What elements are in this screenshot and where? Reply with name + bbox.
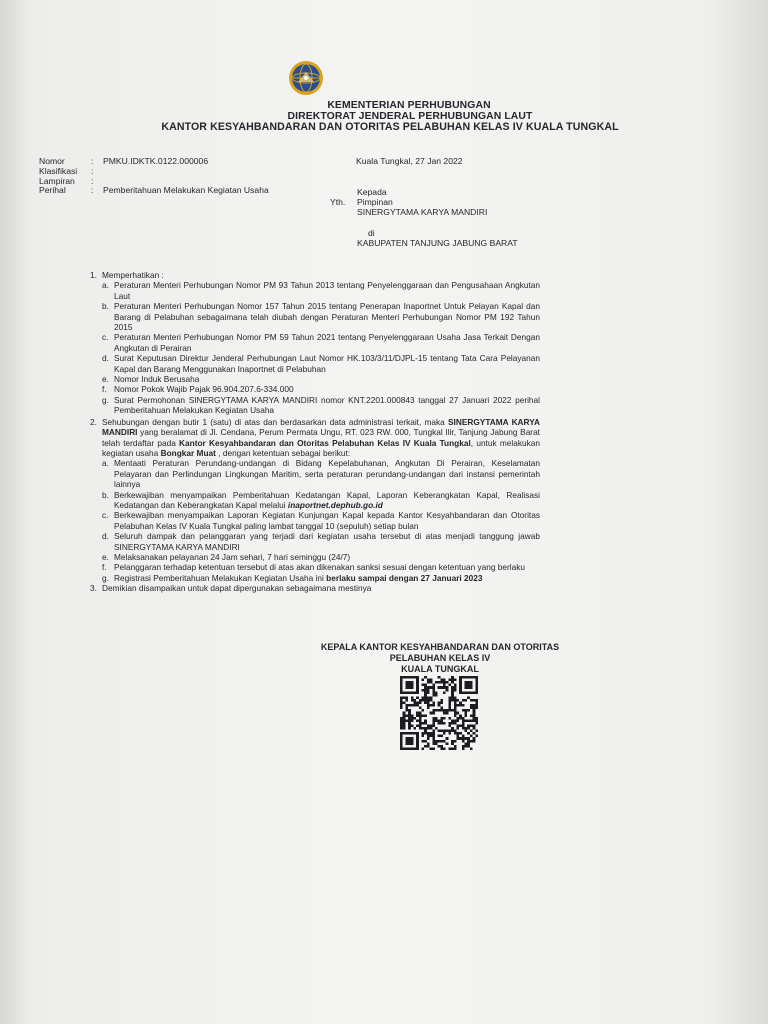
sub-item-g	[102, 395, 540, 416]
paragraph-text: Sehubungan dengan butir 1 (satu) di atas dan berdasarkan data administrasi terkait, maka	[102, 416, 448, 427]
closing-text: Demikian disampaikan untuk dapat dipergunakan sebagaimana mestinya	[102, 583, 372, 594]
condition-a	[102, 458, 540, 489]
meta-label: Perihal	[39, 185, 66, 196]
recipient-yth: Yth.	[330, 197, 346, 207]
sub-letter: d.	[102, 353, 109, 364]
body-item-2	[90, 417, 540, 584]
letterhead	[0, 100, 768, 133]
sub-text: Nomor Induk Berusaha	[114, 374, 200, 385]
meta-perihal	[39, 186, 269, 196]
sub-letter: c.	[102, 332, 109, 343]
company-name: SINERGYTAMA KARYA MANDIRI	[102, 416, 540, 438]
sub-item-e	[102, 374, 540, 384]
sub-text: Melaksanakan pelayanan 24 Jam sehari, 7 hari seminggu (24/7)	[114, 551, 351, 562]
sub-item-f	[102, 384, 540, 394]
activity-name: Bongkar Muat	[160, 447, 216, 458]
meta-colon: :	[91, 185, 94, 196]
signature-line-2: PELABUHAN KELAS IV	[389, 653, 491, 663]
item-title: Memperhatikan :	[102, 270, 164, 280]
sub-text: Pelanggaran terhadap ketentuan tersebut di atas akan dikenakan sanksi sesuai dengan ketentuan yang berlaku	[114, 562, 525, 573]
sub-letter: f.	[102, 384, 107, 395]
sub-letter: a.	[102, 280, 109, 291]
sub-text: Berkewajiban menyampaikan Laporan Kegiatan Kunjungan Kapal kepada Kantor Kesyahbandaran dan Otoritas Pelabuhan Kelas IV Kuala Tungkal paling lambat tanggal 10 (sepuluh) setiap bulan	[114, 510, 540, 531]
meta-colon: :	[91, 156, 94, 166]
sub-letter: f.	[102, 562, 107, 573]
signature-block	[300, 642, 580, 675]
sub-text: Berkewajiban menyampaikan Pemberitahuan Kedatangan Kapal, Laporan Keberangkatan Kapal, Realisasi Kedatangan dan Keberangkatan Kapal melalui	[114, 489, 540, 510]
sub-letter: e.	[102, 551, 109, 562]
sub-item-b	[102, 301, 540, 332]
condition-f	[102, 562, 540, 572]
meta-label: Nomor	[39, 156, 65, 166]
paragraph-text: , dengan ketentuan sebagai berikut:	[215, 447, 351, 458]
item-number: 1.	[90, 270, 97, 280]
item-number: 2.	[90, 416, 97, 427]
signature-line-3: KUALA TUNGKAL	[401, 664, 479, 674]
ministry-emblem-icon	[288, 60, 324, 96]
condition-e	[102, 552, 540, 562]
sub-letter: g.	[102, 394, 109, 405]
sub-letter: b.	[102, 489, 109, 500]
body-item-3	[90, 583, 540, 593]
sub-letter: c.	[102, 510, 109, 521]
meta-colon: :	[91, 165, 94, 176]
directorate-name: DIREKTORAT JENDERAL PERHUBUNGAN LAUT	[287, 111, 533, 122]
recipient-kepada: Kepada	[357, 187, 387, 197]
meta-colon: :	[91, 175, 94, 186]
sub-text: Peraturan Menteri Perhubungan Nomor PM 59 Tahun 2021 tentang Penyelenggaraan Usaha Jasa Terkait Dengan Angkutan di Perairan	[114, 332, 540, 353]
condition-d	[102, 531, 540, 552]
condition-c	[102, 510, 540, 531]
condition-b	[102, 490, 540, 511]
sub-letter: d.	[102, 531, 109, 542]
validity-period: berlaku sampai dengan 27 Januari 2023	[326, 572, 483, 583]
signature-line-1: KEPALA KANTOR KESYAHBANDARAN DAN OTORITAS	[320, 642, 560, 652]
meta-label: Klasifikasi	[39, 165, 78, 176]
meta-value: Pemberitahuan Melakukan Kegiatan Usaha	[103, 185, 269, 196]
sub-text: Seluruh dampak dan pelanggaran yang terjadi dari kegiatan usaha tersebut di atas menjadi tanggung jawab SINERGYTAMA KARYA MANDIRI	[114, 531, 540, 552]
item-paragraph	[102, 417, 540, 459]
sub-item-a	[102, 280, 540, 301]
letter-body	[90, 270, 540, 594]
paragraph-text: , untuk melakukan kegiatan usaha	[102, 437, 540, 458]
sub-text: Surat Keputusan Direktur Jenderal Perhubungan Laut Nomor HK.103/3/11/DJPL-15 tentang Tata Cara Pelayanan Kapal dan Barang Menggunakan Inaportnet di Pelabuhan	[114, 353, 540, 374]
condition-g	[102, 573, 540, 583]
body-item-1	[90, 270, 540, 416]
paragraph-text: yang beralamat di Jl. Cendana, Perum Permata Ungu, RT. 023 RW. 000, Tungkal Ilir, Tanjung Jabung Barat telah terdaftar pada	[102, 427, 540, 448]
qr-code	[400, 676, 478, 750]
meta-value: PMKU.IDKTK.0122.000006	[103, 156, 209, 166]
sub-text: Peraturan Menteri Perhubungan Nomor PM 93 Tahun 2013 tentang Penyelenggaraan dan Pengusahaan Angkutan Laut	[114, 280, 540, 301]
sub-text: Peraturan Menteri Perhubungan Nomor 157 Tahun 2015 tentang Penerapan Inaportnet Untuk Pelayan Kapal dan Barang di Pelabuhan sebagaimana telah diubah dengan Peraturan Menteri Perhubungan Nomor PM 192 Tahun 2015	[114, 301, 540, 333]
sub-letter: b.	[102, 301, 109, 312]
sub-text: Nomor Pokok Wajib Pajak 96.904.207.6-334.000	[114, 384, 294, 395]
sub-text: Surat Permohonan SINERGYTAMA KARYA MANDIRI nomor KNT.2201.000843 tanggal 27 Januari 2022 perihal Pemberitahuan Melakukan Kegiatan Usaha	[114, 394, 540, 416]
sub-text: Mentaati Peraturan Perundang-undangan di Bidang Kepelabuhanan, Angkutan Di Perairan, Keselamatan Pelayaran dan Perlindungan Lingkungan Maritim, serta peraturan perundang-undangan dari instansi pemerintah lainnya	[114, 458, 540, 490]
sub-text: Registrasi Pemberitahuan Melakukan Kegiatan Usaha ini	[114, 572, 327, 583]
item-number: 3.	[90, 583, 97, 594]
meta-label: Lampiran	[39, 175, 75, 186]
office-name: KANTOR KESYAHBANDARAN DAN OTORITAS PELABUHAN KELAS IV KUALA TUNGKAL	[161, 121, 619, 133]
sub-letter: a.	[102, 458, 109, 469]
sub-item-c	[102, 332, 540, 353]
ministry-name: KEMENTERIAN PERHUBUNGAN	[327, 100, 491, 111]
recipient-company: SINERGYTAMA KARYA MANDIRI	[357, 207, 488, 217]
letter-date: Kuala Tungkal, 27 Jan 2022	[356, 156, 463, 166]
letter-meta	[39, 157, 269, 196]
sub-letter: g.	[102, 572, 109, 583]
recipient-place: KABUPATEN TANJUNG JABUNG BARAT	[357, 238, 518, 248]
recipient-di: di	[368, 228, 375, 238]
inaportnet-link[interactable]: inaportnet.dephub.go.id	[287, 499, 383, 510]
sub-item-d	[102, 353, 540, 374]
sub-letter: e.	[102, 374, 109, 385]
office-name-inline: Kantor Kesyahbandaran dan Otoritas Pelabuhan Kelas IV Kuala Tungkal	[179, 437, 471, 448]
recipient-title: Pimpinan	[357, 197, 393, 207]
